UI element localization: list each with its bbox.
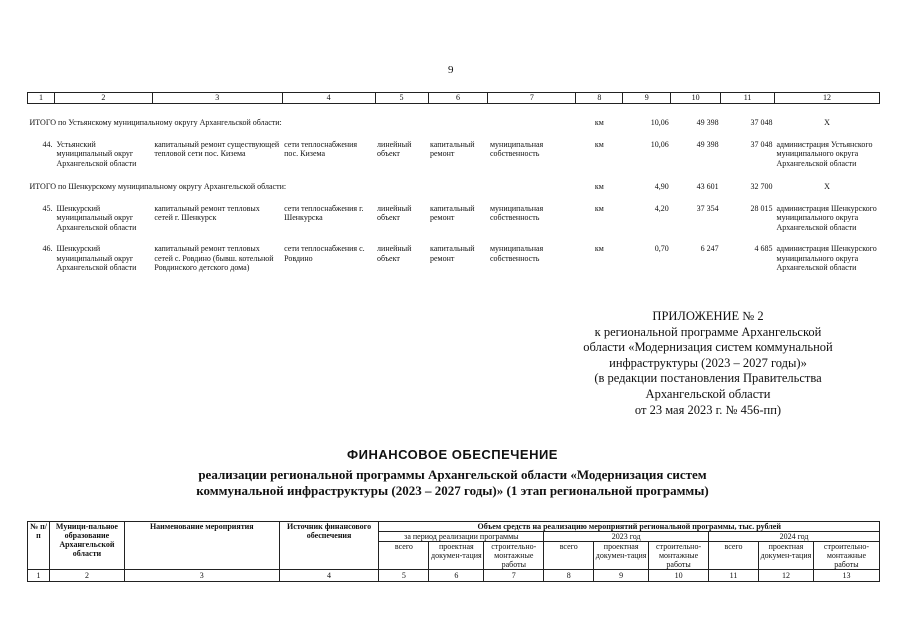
object-type-cell: линейный объект xyxy=(377,203,412,222)
appendix-line: (в редакции постановления Правительства xyxy=(594,371,822,386)
responsible-cell: Х xyxy=(824,182,830,191)
column-number: 5 xyxy=(379,570,429,582)
column-number: 3 xyxy=(152,93,282,104)
appendix-line: Архангельской области xyxy=(645,386,771,401)
column-number: 4 xyxy=(279,570,379,582)
program-objects-table xyxy=(27,92,880,273)
length-cell: 10,06 xyxy=(650,118,669,127)
column-number: 2 xyxy=(49,570,124,582)
column-number-row xyxy=(28,570,880,582)
subheader-total: всего xyxy=(544,542,594,570)
regional-cost-cell: 4 685 xyxy=(754,244,773,253)
column-number: 10 xyxy=(649,570,709,582)
event-cell: капитальный ремонт тепловых сетей с. Ровдино (бывш. котельной Ровдинского детского дома) xyxy=(154,244,274,272)
regional-cost-cell: 37 048 xyxy=(750,118,773,127)
work-type-cell: капитальный ремонт xyxy=(430,244,475,263)
regional-cost-cell: 32 700 xyxy=(750,182,773,191)
municipality-cell: Устьянский муниципальный округ Архангельской области xyxy=(56,139,137,168)
column-number: 8 xyxy=(544,570,594,582)
appendix-header xyxy=(518,309,898,418)
total-row xyxy=(28,168,880,192)
appendix-title: ПРИЛОЖЕНИЕ № 2 xyxy=(652,309,764,323)
row-number: 45. xyxy=(42,203,53,213)
work-type-cell: капитальный ремонт xyxy=(430,203,475,222)
column-number: 8 xyxy=(576,93,623,104)
total-cost-cell: 6 247 xyxy=(700,244,719,253)
column-number: 2 xyxy=(54,93,152,104)
header-volume: Объем средств на реализацию мероприятий региональной программы, тыс. рублей xyxy=(379,522,880,532)
column-number-row xyxy=(28,93,880,104)
unit-cell: км xyxy=(594,139,604,149)
subtitle-line: коммунальной инфраструктуры (2023 – 2027 годы)» (1 этап региональной программы) xyxy=(196,482,709,498)
subheader-design: проектная докумен-тация xyxy=(594,542,649,570)
column-number: 13 xyxy=(813,570,879,582)
appendix-line: области «Модернизация систем коммунальной xyxy=(583,340,833,355)
subheader-design: проектная докумен-тация xyxy=(429,542,484,570)
municipality-cell: Шенкурский муниципальный округ Архангельской области xyxy=(56,203,137,232)
header-municipality: Муници-пальное образование Архангельской области xyxy=(49,522,124,570)
responsible-cell: администрация Шенкурского муниципального округа Архангельской области xyxy=(776,203,877,232)
regional-cost-cell: 28 015 xyxy=(750,203,773,213)
document-title: ФИНАНСОВОЕ ОБЕСПЕЧЕНИЕ xyxy=(347,447,558,462)
length-cell: 10,06 xyxy=(650,139,669,149)
object-type-cell: линейный объект xyxy=(377,244,412,263)
column-number: 1 xyxy=(28,93,55,104)
row-number: 46. xyxy=(42,244,53,253)
column-number: 6 xyxy=(428,93,488,104)
ownership-cell: муниципальная собственность xyxy=(489,139,544,158)
column-number: 11 xyxy=(709,570,759,582)
header-source: Источник финансового обеспечения xyxy=(279,522,379,570)
column-number: 12 xyxy=(758,570,813,582)
total-label: ИТОГО по Шенкурскому муниципальному округу Архангельской области: xyxy=(29,182,287,191)
header-num: № п/п xyxy=(28,522,50,570)
total-cost-cell: 49 398 xyxy=(696,118,719,127)
page-number: 9 xyxy=(448,64,454,76)
object-type-cell: линейный объект xyxy=(377,139,412,158)
period-header: 2024 год xyxy=(709,532,880,542)
financing-table xyxy=(27,521,880,582)
municipality-cell: Шенкурский муниципальный округ Архангельской области xyxy=(56,244,137,272)
total-cost-cell: 37 354 xyxy=(696,203,719,213)
column-number: 4 xyxy=(282,93,375,104)
total-cost-cell: 49 398 xyxy=(696,139,719,149)
responsible-cell: администрация Устьянского муниципального округа Архангельской области xyxy=(776,139,873,168)
subheader-total: всего xyxy=(709,542,759,570)
appendix-line: от 23 мая 2023 г. № 456-пп) xyxy=(634,402,782,417)
column-number: 7 xyxy=(484,570,544,582)
event-cell: капитальный ремонт существующей тепловой сети пос. Кизема xyxy=(154,139,280,158)
unit-cell: км xyxy=(594,203,604,213)
event-cell: капитальный ремонт тепловых сетей г. Шенкурск xyxy=(154,203,260,222)
object-cell: сети теплоснабжения пос. Кизема xyxy=(284,139,358,158)
subheader-construction: строительно-монтажные работы xyxy=(484,542,544,570)
column-number: 3 xyxy=(124,570,279,582)
column-number: 6 xyxy=(429,570,484,582)
object-cell: сети теплоснабжения с. Ровдино xyxy=(284,244,365,263)
unit-cell: км xyxy=(594,118,604,127)
total-label: ИТОГО по Устьянскому муниципальному округу Архангельской области: xyxy=(29,118,282,127)
length-cell: 4,20 xyxy=(654,203,669,213)
column-number: 5 xyxy=(375,93,428,104)
subheader-construction: строительно-монтажные работы xyxy=(649,542,709,570)
subheader-construction: строительно-монтажные работы xyxy=(813,542,879,570)
column-number: 1 xyxy=(28,570,50,582)
column-number: 10 xyxy=(671,93,721,104)
column-number: 12 xyxy=(775,93,880,104)
unit-cell: км xyxy=(594,182,604,191)
period-header: за период реализации программы xyxy=(379,532,544,542)
row-number: 44. xyxy=(42,139,53,149)
length-cell: 0,70 xyxy=(654,244,669,253)
object-cell: сети теплоснабжения г. Шенкурска xyxy=(284,203,364,222)
responsible-cell: администрация Шенкурского муниципального округа Архангельской области xyxy=(776,244,877,272)
table-row xyxy=(28,232,880,273)
column-number: 7 xyxy=(488,93,576,104)
column-number: 9 xyxy=(594,570,649,582)
header-event: Наименование мероприятия xyxy=(124,522,279,570)
ownership-cell: муниципальная собственность xyxy=(489,244,544,263)
regional-cost-cell: 37 048 xyxy=(750,139,773,149)
column-number: 11 xyxy=(721,93,775,104)
work-type-cell: капитальный ремонт xyxy=(430,139,475,158)
table-row xyxy=(28,192,880,233)
table-row xyxy=(28,128,880,169)
appendix-line: к региональной программе Архангельской xyxy=(594,324,822,339)
appendix-line: инфраструктуры (2023 – 2027 годы)» xyxy=(609,355,807,370)
ownership-cell: муниципальная собственность xyxy=(489,203,544,222)
subtitle-line: реализации региональной программы Архангельской области «Модернизация систем xyxy=(198,467,707,482)
subheader-design: проектная докумен-тация xyxy=(758,542,813,570)
subheader-total: всего xyxy=(379,542,429,570)
total-row xyxy=(28,104,880,128)
period-header: 2023 год xyxy=(544,532,709,542)
column-number: 9 xyxy=(623,93,671,104)
unit-cell: км xyxy=(594,244,604,253)
responsible-cell: Х xyxy=(824,118,830,127)
document-subtitle xyxy=(0,467,905,498)
header-row xyxy=(28,522,880,532)
total-cost-cell: 43 601 xyxy=(696,182,719,191)
length-cell: 4,90 xyxy=(654,182,669,191)
